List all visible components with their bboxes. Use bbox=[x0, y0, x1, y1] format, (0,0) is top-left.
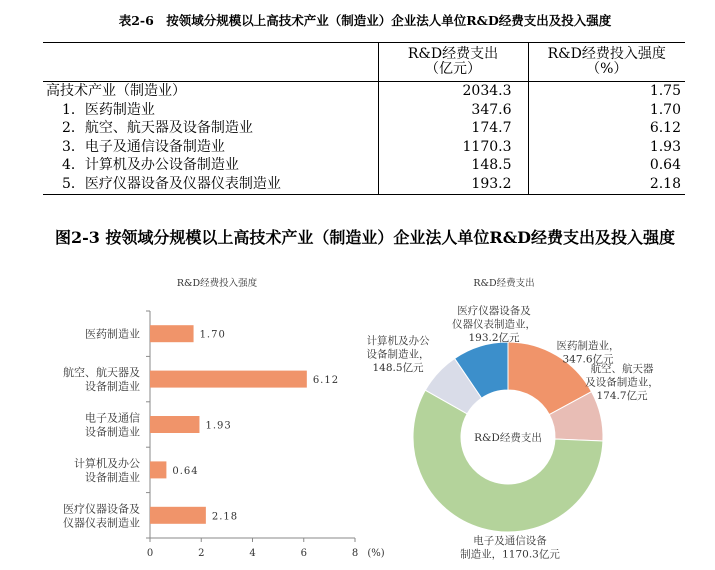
header-rd-spend-line1: R&D经费支出 bbox=[407, 46, 499, 62]
table-row bbox=[43, 119, 685, 138]
donut-center-label: R&D经费支出 bbox=[474, 432, 542, 444]
slice-label: 仪器仪表制造业， bbox=[452, 318, 536, 331]
row-spend: 1170.3 bbox=[378, 138, 528, 157]
x-tick-label: 4 bbox=[249, 548, 256, 559]
row-intensity: 2.18 bbox=[528, 175, 685, 194]
row-intensity: 6.12 bbox=[528, 119, 685, 138]
x-axis-unit: (%) bbox=[367, 548, 385, 559]
category-label: 医疗仪器设备及 bbox=[63, 502, 140, 516]
category-label: 设备制造业 bbox=[85, 380, 140, 394]
bar-value-label: 1.93 bbox=[205, 420, 232, 432]
bar bbox=[150, 507, 206, 524]
header-rd-spend-unit: （亿元） bbox=[425, 61, 481, 77]
bar bbox=[150, 416, 199, 433]
x-tick-label: 2 bbox=[198, 548, 205, 559]
slice-label: 347.6亿元 bbox=[562, 353, 614, 366]
slice-label: 电子及通信设备 bbox=[473, 535, 547, 547]
row-intensity: 0.64 bbox=[528, 156, 685, 175]
row-spend: 193.2 bbox=[378, 175, 528, 194]
category-label: 航空、航天器及 bbox=[63, 366, 140, 380]
slice-label: 193.2亿元 bbox=[468, 332, 520, 344]
data-table bbox=[43, 42, 685, 195]
bar bbox=[150, 325, 194, 342]
bar bbox=[150, 371, 307, 388]
category-label: 设备制造业 bbox=[85, 470, 140, 484]
x-tick-label: 8 bbox=[351, 548, 359, 559]
slice-label: 设备制造业， bbox=[366, 348, 430, 361]
header-rd-intensity-line1: R&D经费投入强度 bbox=[547, 46, 666, 62]
slice-label: 174.7亿元 bbox=[596, 390, 648, 402]
category-label: 电子及通信 bbox=[85, 411, 140, 425]
table-row-total bbox=[43, 82, 685, 101]
row-spend: 148.5 bbox=[378, 156, 528, 175]
figure-charts bbox=[0, 255, 715, 570]
bar-chart-title: R&D经费投入强度 bbox=[176, 278, 258, 289]
bar-value-label: 2.18 bbox=[211, 511, 239, 523]
row-label: 2．航空、航天器及设备制造业 bbox=[62, 120, 253, 137]
x-tick-label: 6 bbox=[300, 548, 307, 559]
table-row bbox=[43, 175, 685, 194]
header-rd-intensity bbox=[528, 43, 685, 82]
category-label: 计算机及办公 bbox=[74, 456, 140, 470]
table-title: 表2-6 按领域分规模以上高技术产业（制造业）企业法人单位R&D经费支出及投入强度 bbox=[118, 13, 612, 28]
row-spend: 2034.3 bbox=[378, 82, 528, 101]
bar-value-label: 6.12 bbox=[312, 375, 340, 387]
figure-title: 图2-3 按领域分规模以上高技术产业（制造业）企业法人单位R&D经费支出及投入强度 bbox=[54, 228, 676, 247]
row-label: 3．电子及通信设备制造业 bbox=[62, 138, 225, 155]
row-spend: 174.7 bbox=[378, 119, 528, 138]
bar-value-label: 0.64 bbox=[172, 465, 199, 477]
x-tick-label: 0 bbox=[146, 548, 154, 559]
row-label: 高技术产业（制造业） bbox=[46, 83, 186, 99]
slice-label: 医疗仪器设备及 bbox=[457, 305, 531, 317]
bar-chart-rd-intensity bbox=[63, 277, 385, 559]
row-label: 4．计算机及办公设备制造业 bbox=[62, 157, 239, 174]
rd-table bbox=[43, 42, 685, 195]
donut-chart-title: R&D经费支出 bbox=[473, 278, 535, 289]
donut-chart-rd-spend bbox=[367, 277, 659, 561]
row-intensity: 1.75 bbox=[528, 82, 685, 101]
slice-label: 计算机及办公 bbox=[366, 335, 430, 347]
bar-value-label: 1.70 bbox=[199, 329, 226, 341]
table-row bbox=[43, 138, 685, 157]
row-label: 5．医疗仪器设备及仪器仪表制造业 bbox=[43, 175, 378, 194]
row-label: 1．医药制造业 bbox=[62, 101, 155, 118]
slice-label: 制造业，1170.3亿元 bbox=[460, 548, 560, 561]
header-rd-intensity-unit: （%） bbox=[586, 61, 628, 77]
category-label: 设备制造业 bbox=[85, 425, 140, 439]
row-intensity: 1.93 bbox=[528, 138, 685, 157]
header-blank-cell bbox=[43, 43, 378, 82]
table-row bbox=[43, 101, 685, 120]
slice-label: 医药制造业， bbox=[556, 340, 620, 352]
slice-label: 及设备制造业， bbox=[585, 376, 659, 389]
category-label: 仪器仪表制造业 bbox=[63, 516, 140, 530]
header-rd-spend bbox=[378, 43, 528, 82]
row-intensity: 1.70 bbox=[528, 101, 685, 120]
slice-label: 航空、航天器 bbox=[590, 363, 654, 375]
category-label: 医药制造业 bbox=[85, 327, 140, 341]
row-spend: 347.6 bbox=[378, 101, 528, 120]
slice-label: 148.5亿元 bbox=[372, 362, 424, 374]
table-header-row bbox=[43, 43, 685, 82]
table-row bbox=[43, 156, 685, 175]
bar bbox=[150, 461, 166, 478]
